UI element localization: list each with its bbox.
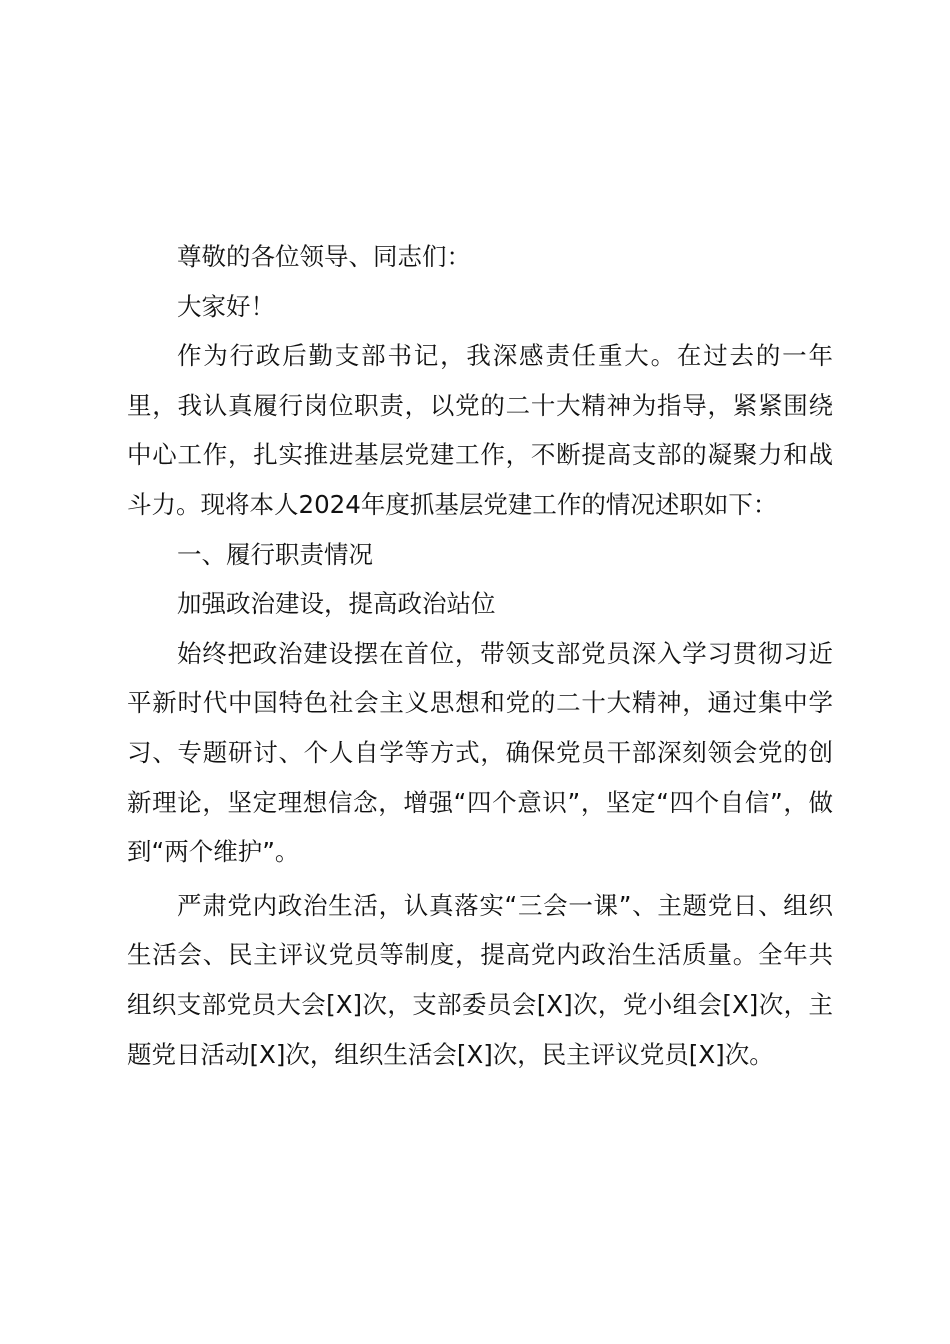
body-paragraph: 严肃党内政治生活，认真落实“三会一课”、主题党日、组织生活会、民主评议党员等制度，提高党内政治生活质量。全年共组织支部党员大会[X]次，支部委员会[X]次，党小组会[X]次，主题党日活动[X]次，组织生活会[X]次，民主评议党员[X]次。 (127, 890, 833, 1069)
subsection-heading: 加强政治建设，提高政治站位 (177, 589, 496, 619)
body-paragraph: 始终把政治建设摆在首位，带领支部党员深入学习贯彻习近平新时代中国特色社会主义思想和党的二十大精神，通过集中学习、专题研讨、个人自学等方式，确保党员干部深刻领会党的创新理论，坚定理想信念，增强“四个意识”，坚定“四个自信”，做到“两个维护”。 (127, 638, 833, 867)
document-body (127, 232, 833, 1079)
intro-paragraph: 作为行政后勤支部书记，我深感责任重大。在过去的一年里，我认真履行岗位职责，以党的二十大精神为指导，紧紧围绕中心工作，扎实推进基层党建工作，不断提高支部的凝聚力和战斗力。现将本人2024年度抓基层党建工作的情况述职如下： (127, 341, 833, 519)
section-heading: 一、履行职责情况 (177, 539, 373, 569)
salutation: 尊敬的各位领导、同志们： (177, 242, 471, 271)
greeting: 大家好！ (177, 291, 275, 321)
